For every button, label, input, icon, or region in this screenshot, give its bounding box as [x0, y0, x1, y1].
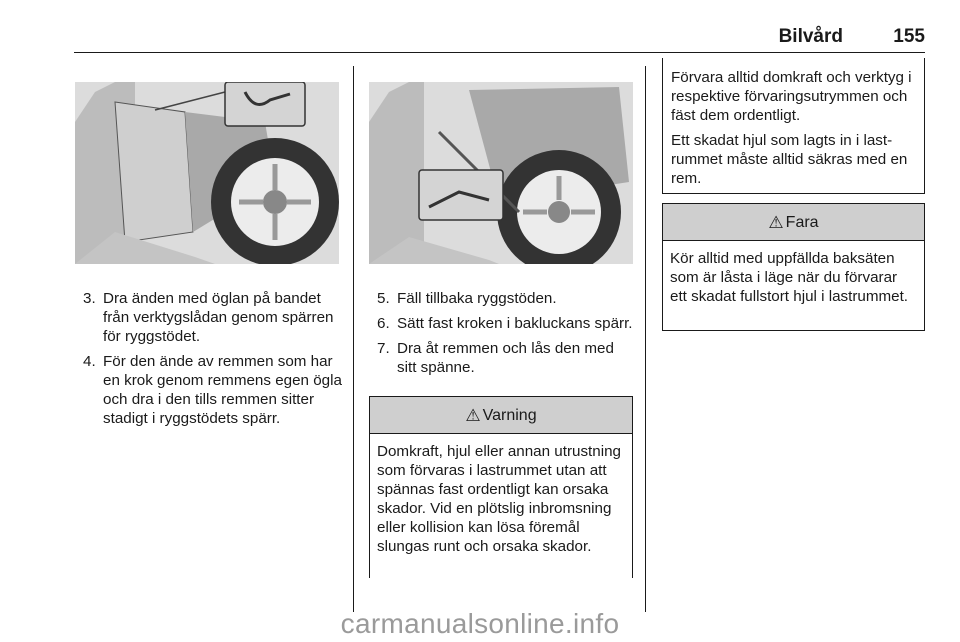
list-item: 5. Fäll tillbaka ryggstöden. [377, 290, 557, 307]
danger-text: Kör alltid med uppfällda baksäten som är låsta i läge när du förvarar ett skadat fullstort hjul i lastrummet. [670, 250, 909, 305]
steps-list-1 [83, 289, 345, 434]
list-item: 7. Dra åt remmen och lås den med sitt spänne. [377, 340, 614, 376]
page-number: 155 [893, 26, 925, 47]
warning-text: Domkraft, hjul eller annan utrustning som förvaras i lastrummet utan att spännas fast ordentligt kan orsaka skador. Vid en plötslig inbromsning eller kollision kan lösa föremål slungas runt och orsaka skador. [377, 443, 621, 555]
trunk-illustration-2 [369, 82, 633, 264]
danger-box [662, 203, 925, 331]
note-box [662, 58, 925, 194]
note-paragraph-2: Ett skadat hjul som lagts in i lastrummet måste alltid säkras med en rem. [671, 132, 908, 187]
watermark: carmanualsonline.info [340, 608, 620, 639]
danger-title: Fara [785, 213, 819, 231]
section-title: Bilvård [778, 26, 843, 47]
warning-header [370, 397, 632, 434]
danger-triangle-icon: ⚠ [768, 212, 784, 232]
danger-header [663, 204, 924, 241]
warning-box [369, 396, 633, 578]
steps-list-2 [377, 289, 633, 383]
column-divider-2 [645, 66, 646, 612]
note-paragraph-1: Förvara alltid domkraft och verktyg i respektive förvaringsutrymmen och fäst dem ordentligt. [671, 69, 912, 124]
list-item: 3. Dra änden med öglan på bandet från verktygslådan genom spärren för ryggstödet. [83, 290, 334, 345]
warning-triangle-icon: ⚠ [465, 405, 481, 425]
list-item: 6. Sätt fast kroken i bakluckans spärr. [377, 315, 633, 332]
warning-title: Varning [482, 406, 537, 424]
trunk-illustration-1 [75, 82, 339, 264]
page-header [74, 26, 925, 53]
list-item: 4. För den ände av remmen som har en krok genom remmens egen ögla och dra i den tills remmen sitter stadigt i ryggstödets spärr. [83, 353, 342, 427]
column-divider-1 [353, 66, 354, 612]
